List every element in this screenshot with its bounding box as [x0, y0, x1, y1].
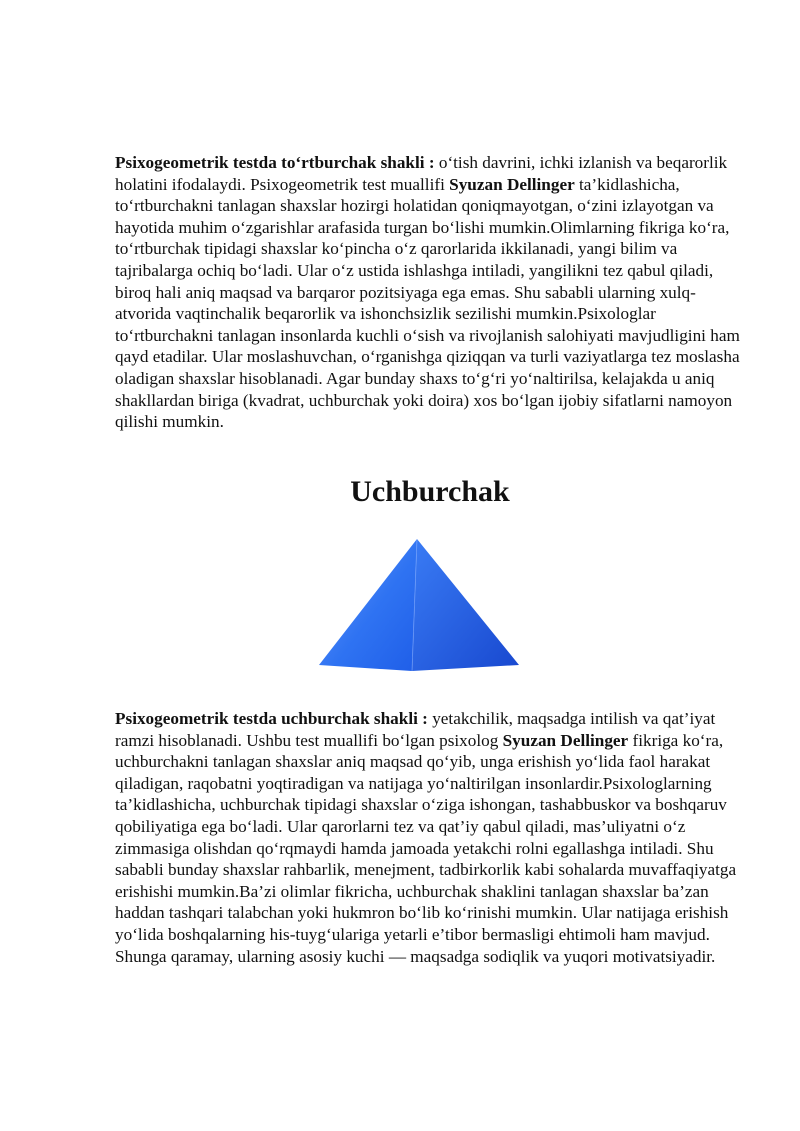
- section-heading: Uchburchak: [350, 475, 510, 508]
- pyramid-left-face: [319, 539, 417, 671]
- author-name-bold: Syuzan Dellinger: [502, 730, 629, 750]
- paragraph-square-shape: [115, 152, 745, 433]
- paragraph-lead-bold: Psixogeometrik testda uchburchak shakli :: [115, 709, 428, 728]
- paragraph-text: fikriga ko‘ra, uchburchakni tanlagan shaxslar aniq maqsad qo‘yib, unga erishish yo‘lida faol harakat qiladigan, raqobatni yoqtiradigan va natijaga yo‘naltirilgan insonlardir.Psixologlarning ta’kidlashicha, uchburchak tipidagi shaxslar o‘ziga ishongan, tashabbuskor va boshqaruv qobiliyatiga ega bo‘ladi. Ular qarorlarni tez va qat’iy qabul qiladi, mas’uliyatni o‘z zimmasiga olishdan qo‘rqmaydi hamda jamoada yetakchi rolni egallashga intiladi. Shu sababli bunday shaxslar rahbarlik, menejment, tadbirkorlik kabi sohalarda muvaffaqiyatga erishishi mumkin.Ba’zi olimlar fikricha, uchburchak shaklini tanlagan shaxslar ba’zan haddan tashqari talabchan yoki hukmron bo‘lib ko‘rinishi mumkin. Ular natijaga erishish yo‘lida boshqalarning his-tuyg‘ulariga yetarli e’tibor bermasligi ehtimoli ham mavjud. Shunga qaramay, ularning asosiy kuchi — maqsadga sodiqlik va yuqori motivatsiyadir.: [115, 730, 737, 966]
- author-name-bold: Syuzan Dellinger: [449, 174, 575, 194]
- paragraph-text: yetakchilik, maqsadga intilish va qat’iyat ramzi hisoblanadi. Ushbu test muallifi bo‘lgan psixolog: [115, 709, 716, 750]
- paragraph-lead-bold: Psixogeometrik testda to‘rtburchak shakli :: [115, 153, 435, 172]
- paragraph-triangle-shape: [115, 708, 745, 967]
- paragraph-text: o‘tish davrini, ichki izlanish va beqarorlik holatini ifodalaydi. Psixogeometrik test muallifi: [115, 153, 728, 194]
- pyramid-icon: [316, 537, 522, 672]
- pyramid-right-face: [412, 539, 519, 671]
- paragraph-text: ta’kidlashicha, to‘rtburchakni tanlagan shaxslar hozirgi holatidan qoniqmayotgan, o‘zini izlayotgan va hayotida muhim o‘zgarishlar arafasida turgan bo‘lishi mumkin.Olimlarning fikriga ko‘ra, to‘rtburchak tipidagi shaxslar ko‘pincha o‘z qarorlarida ikkilanadi, yangi bilim va tajribalarga ochiq bo‘ladi. Ular o‘z ustida ishlashga intiladi, yangilikni tez qabul qiladi, biroq hali aniq maqsad va barqaror pozitsiyaga ega emas. Shu sababli ularning xulq-atvorida vaqtinchalik beqarorlik va ishonchsizlik sezilishi mumkin.Psixologlar to‘rtburchakni tanlagan insonlarda kuchli o‘sish va rivojlanish salohiyati mavjudligini ham qayd etadilar. Ular moslashuvchan, o‘rganishga qiziqqan va turli vaziyatlarga tez moslasha oladigan shaxslar hisoblanadi. Agar bunday shaxs to‘g‘ri yo‘naltirilsa, kelajakda u aniq shakllardan biriga (kvadrat, uchburchak yoki doira) xos bo‘lgan ijobiy sifatlarni namoyon qilishi mumkin.: [115, 174, 740, 432]
- pyramid-illustration: [316, 537, 522, 672]
